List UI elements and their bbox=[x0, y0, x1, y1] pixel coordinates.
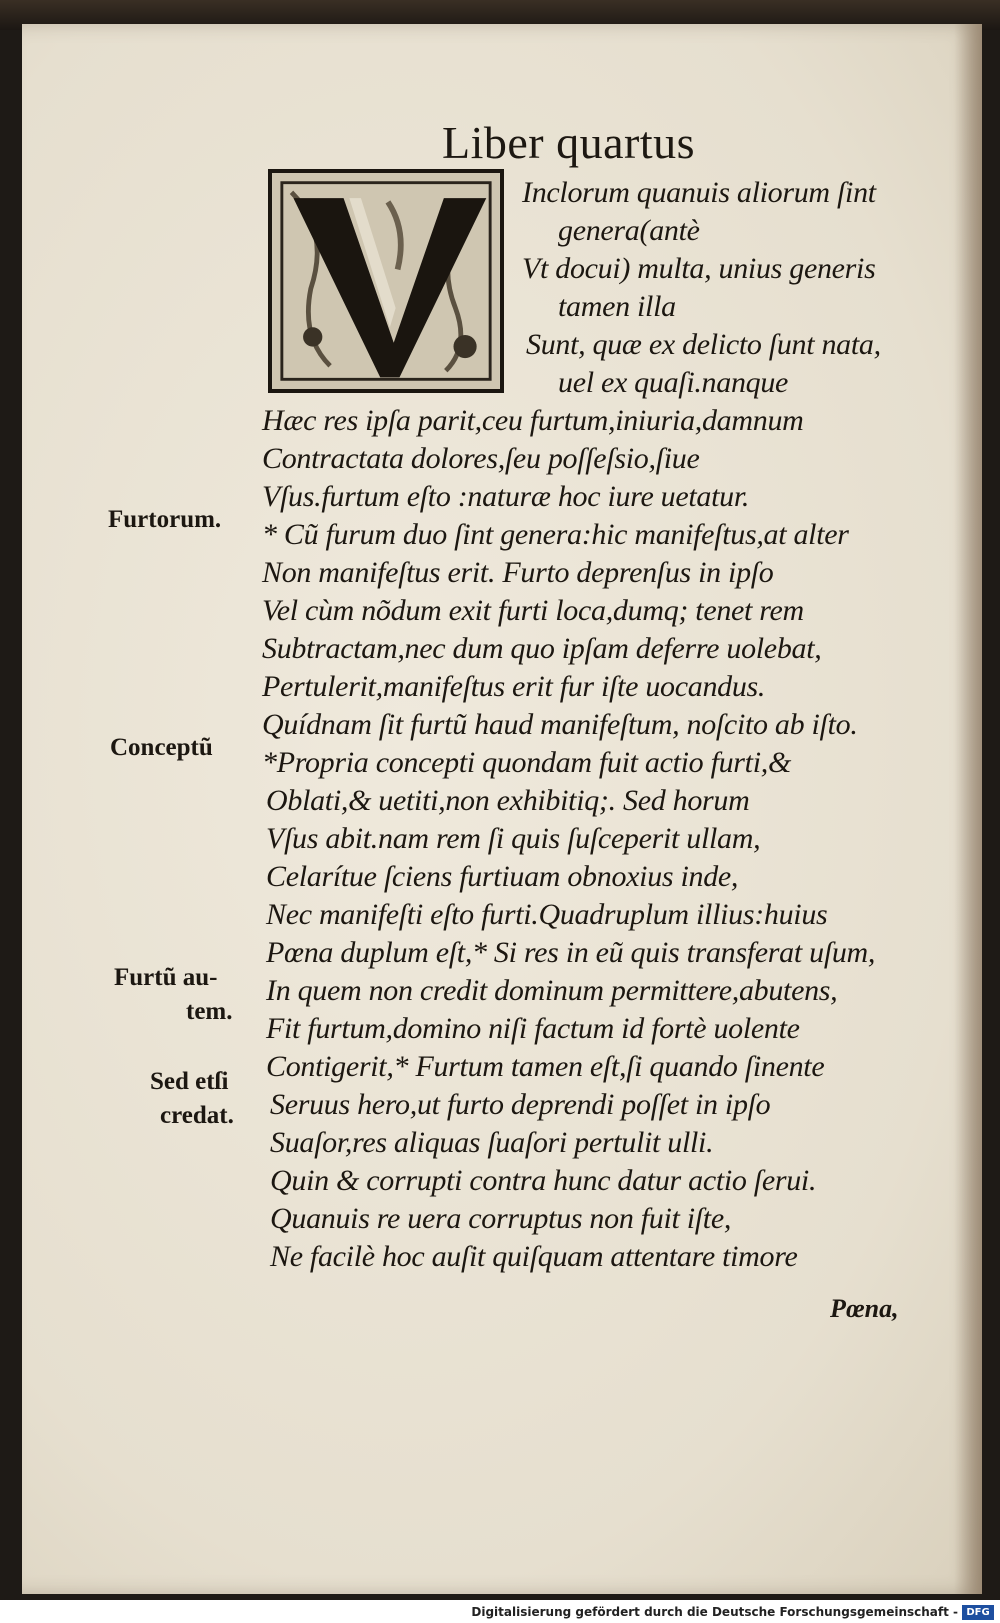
book-page bbox=[22, 24, 982, 1594]
text-line: uel ex quaſi.nanque bbox=[558, 366, 789, 399]
marginal-note-furtu-line2: tem. bbox=[186, 998, 233, 1025]
text-line: Sunt, quæ ex delicto ſunt nata, bbox=[526, 328, 881, 361]
text-line: Seruus hero,ut furto deprendi poſſet in ipſo bbox=[270, 1088, 771, 1121]
footer-credit: Digitalisierung gefördert durch die Deutsche Forschungsgemeinschaft - bbox=[471, 1605, 958, 1619]
text-line: Subtractam,nec dum quo ipſam deferre uolebat, bbox=[262, 632, 822, 665]
text-line: Fit furtum,domino niſi factum id fortè uolente bbox=[266, 1012, 800, 1045]
text-line: Quin & corrupti contra hunc datur actio ſerui. bbox=[270, 1164, 817, 1197]
text-line: Quídnam ſit furtũ haud manifeſtum, noſcito ab iſto. bbox=[262, 708, 858, 741]
decorated-initial-letter bbox=[268, 169, 504, 393]
text-line: Quanuis re uera corruptus non fuit iſte, bbox=[270, 1202, 732, 1235]
text-line: Vt docui) multa, unius generis bbox=[522, 252, 876, 285]
catchword: Pœna, bbox=[830, 1294, 899, 1323]
marginal-note-furtorum: Furtorum. bbox=[108, 506, 222, 533]
marginal-note-sed-line2: credat. bbox=[160, 1102, 234, 1129]
text-line: Vſus.furtum eſto :naturæ hoc iure uetatur. bbox=[262, 480, 750, 513]
text-line: Pertulerit,manifeſtus erit fur iſte uocandus. bbox=[262, 670, 766, 703]
text-line: Oblati,& uetiti,non exhibitiq;. Sed horum bbox=[266, 784, 750, 817]
dfg-logo: DFG bbox=[962, 1605, 994, 1620]
text-line: Hæc res ipſa parit,ceu furtum,iniuria,damnum bbox=[262, 404, 804, 437]
text-line: Contigerit,* Furtum tamen eſt,ſi quando ſinente bbox=[266, 1050, 825, 1083]
text-line: Suaſor,res aliquas ſuaſori pertulit ulli. bbox=[270, 1126, 714, 1159]
text-line: tamen illa bbox=[558, 290, 676, 323]
text-line: Vſus abit.nam rem ſi quis ſuſceperit ullam, bbox=[266, 822, 761, 855]
text-line: Pœna duplum eſt,* Si res in eũ quis transferat uſum, bbox=[266, 936, 876, 969]
text-line: Ne facilè hoc auſit quiſquam attentare timore bbox=[270, 1240, 798, 1273]
text-line: Contractata dolores,ſeu poſſeſsio,ſiue bbox=[262, 442, 700, 475]
text-line: Non manifeſtus erit. Furto deprenſus in ipſo bbox=[262, 556, 774, 589]
text-line: Nec manifeſti eſto furti.Quadruplum illius:huius bbox=[266, 898, 828, 931]
text-line: Vel cùm nõdum exit furti loca,dumq; tenet rem bbox=[262, 594, 804, 627]
running-title: Liber quartus bbox=[442, 117, 696, 168]
text-line: genera(antè bbox=[558, 214, 700, 247]
woodcut-initial-v-icon bbox=[272, 173, 500, 389]
text-line: In quem non credit dominum permittere,abutens, bbox=[266, 974, 838, 1007]
marginal-note-conceptu: Conceptũ bbox=[110, 734, 213, 761]
digitization-footer bbox=[0, 1600, 1000, 1623]
text-line: Inclorum quanuis aliorum ſint bbox=[522, 176, 876, 209]
text-line: Celarítue ſciens furtiuam obnoxius inde, bbox=[266, 860, 739, 893]
marginal-note-furtu-line1: Furtũ au- bbox=[114, 964, 218, 991]
text-line: * Cũ furum duo ſint genera:hic manifeſtus,at alter bbox=[262, 518, 849, 551]
page-gutter-shadow bbox=[954, 24, 982, 1594]
text-line: *Propria concepti quondam fuit actio furti,& bbox=[262, 746, 791, 779]
marginal-note-sed-line1: Sed etſi bbox=[150, 1068, 229, 1095]
